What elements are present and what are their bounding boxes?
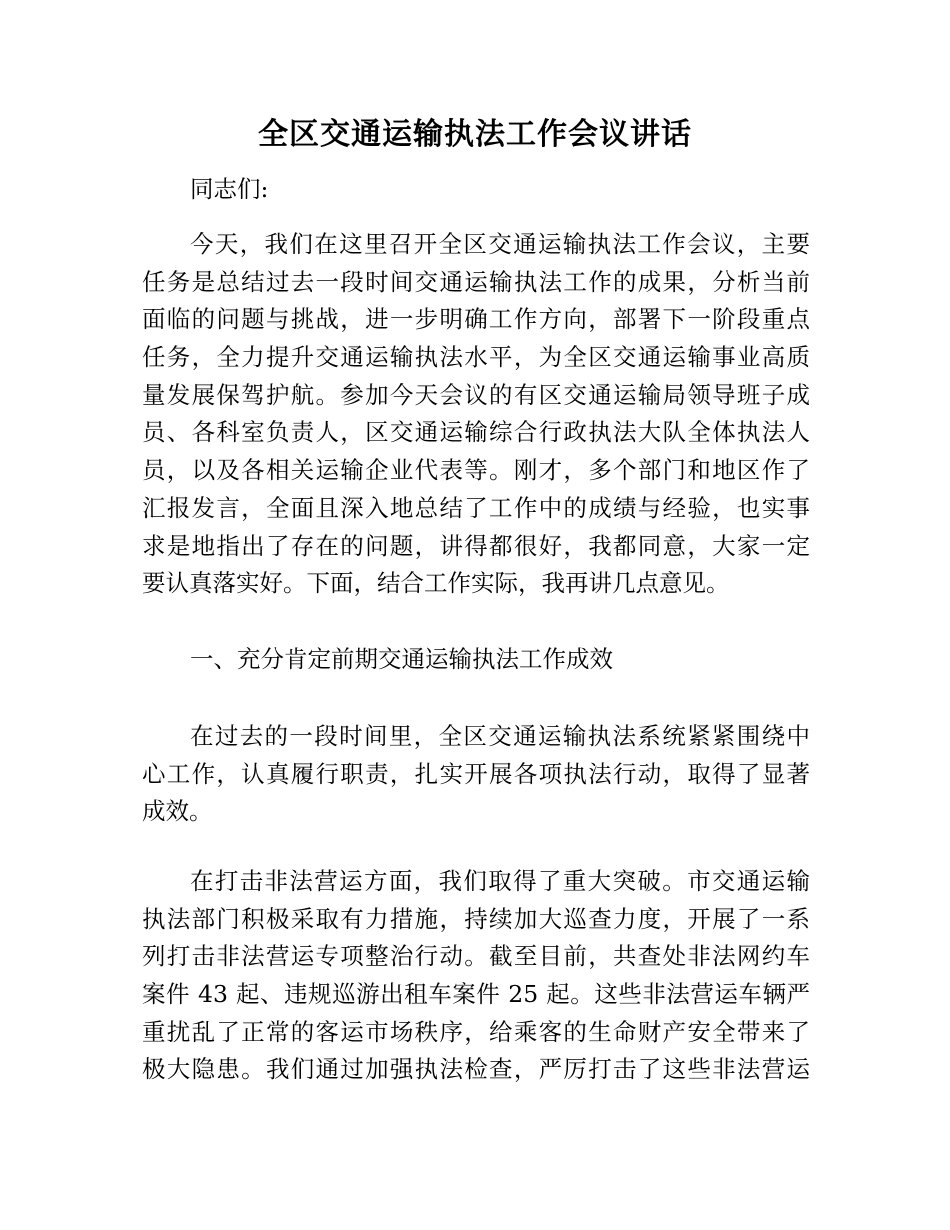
text-line: 在打击非法营运方面，我们取得了重大突破。市交通运输 bbox=[190, 867, 810, 895]
text-line: 案件 43 起、违规巡游出租车案件 25 起。这些非法营运车辆严 bbox=[142, 980, 810, 1009]
text-line: 量发展保驾护航。参加今天会议的有区交通运输局领导班子成 bbox=[142, 380, 810, 409]
document-title: 全区交通运输执法工作会议讲话 bbox=[258, 117, 692, 152]
text-line: 汇报发言，全面且深入地总结了工作中的成绩与经验，也实事 bbox=[142, 493, 810, 522]
text-line: 极大隐患。我们通过加强执法检查，严厉打击了这些非法营运 bbox=[142, 1055, 810, 1084]
text-line: 成效。 bbox=[142, 797, 213, 826]
text-line: 执法部门积极采取有力措施，持续加大巡查力度，开展了一系 bbox=[142, 904, 810, 933]
heading-text: 一、充分肯定前期交通运输执法工作成效 bbox=[190, 645, 613, 673]
paragraph-3 bbox=[142, 863, 810, 1089]
text-line: 今天，我们在这里召开全区交通运输执法工作会议，主要 bbox=[190, 230, 810, 258]
text-line: 在过去的一段时间里，全区交通运输执法系统紧紧围绕中 bbox=[190, 722, 810, 750]
text-line: 员、各科室负责人，区交通运输综合行政执法大队全体执法人 bbox=[142, 418, 810, 447]
text-line: 心工作，认真履行职责，扎实开展各项执法行动，取得了显著 bbox=[142, 759, 810, 788]
text-line: 求是地指出了存在的问题，讲得都很好，我都同意，大家一定 bbox=[142, 531, 810, 560]
text-line: 重扰乱了正常的客运市场秩序，给乘客的生命财产安全带来了 bbox=[142, 1017, 810, 1046]
salutation-text: 同志们: bbox=[190, 175, 269, 203]
salutation bbox=[142, 171, 810, 209]
paragraph-2 bbox=[142, 718, 810, 831]
text-line: 要认真落实好。下面，结合工作实际，我再讲几点意见。 bbox=[142, 569, 730, 598]
text-line: 面临的问题与挑战，进一步明确工作方向，部署下一阶段重点 bbox=[142, 305, 810, 334]
text-line: 任务是总结过去一段时间交通运输执法工作的成果，分析当前 bbox=[142, 267, 810, 296]
paragraph-1 bbox=[142, 226, 810, 603]
text-line: 任务，全力提升交通运输执法水平，为全区交通运输事业高质 bbox=[142, 343, 810, 372]
text-line: 列打击非法营运专项整治行动。截至目前，共查处非法网约车 bbox=[142, 942, 810, 971]
text-line: 员，以及各相关运输企业代表等。刚才，多个部门和地区作了 bbox=[142, 456, 810, 485]
section-heading-1 bbox=[142, 641, 810, 679]
